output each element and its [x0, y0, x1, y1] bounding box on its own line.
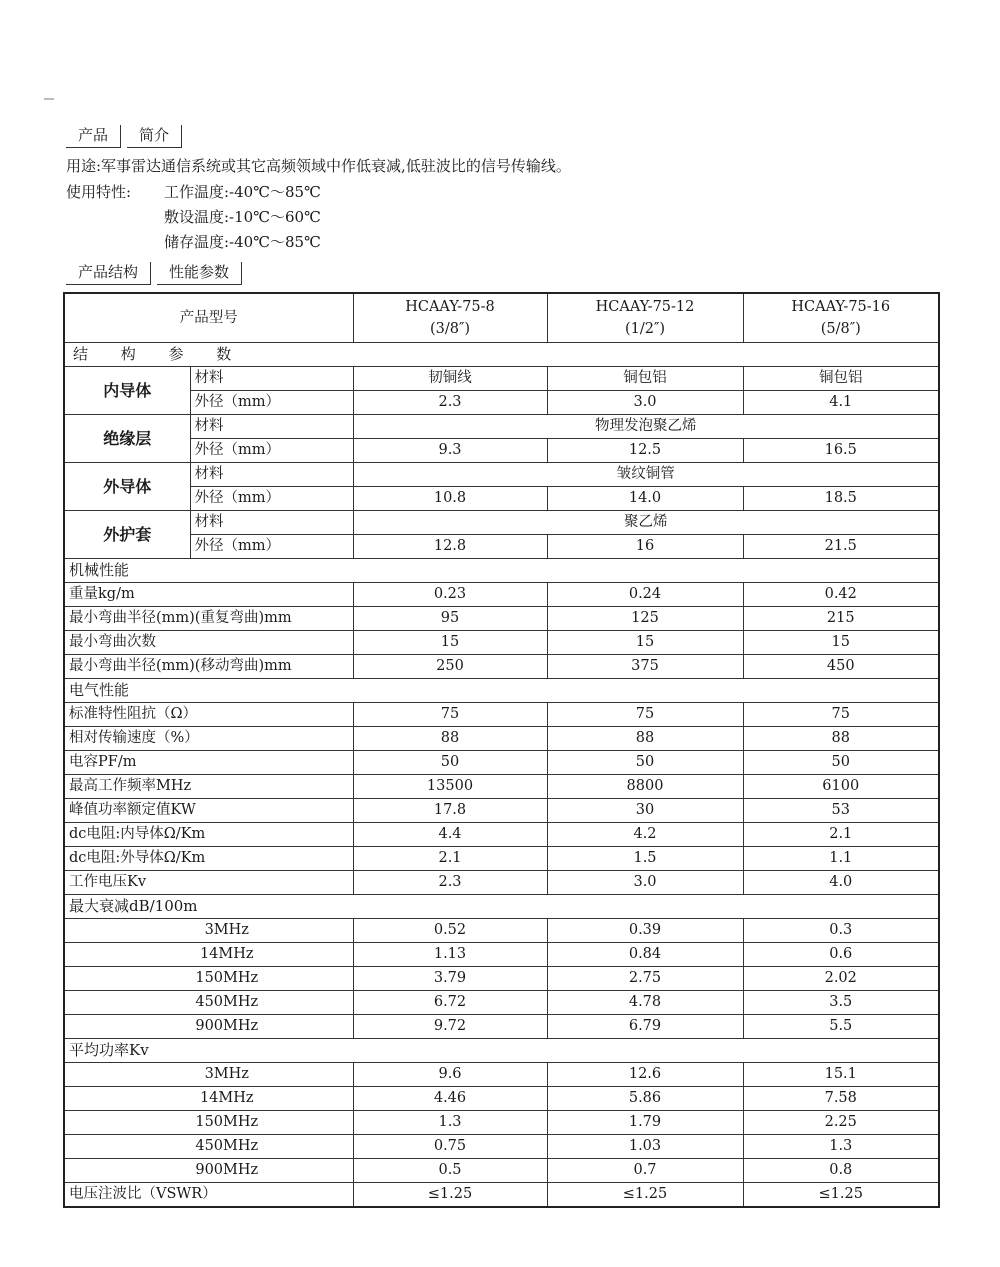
table-row — [64, 463, 939, 487]
cell: 75 — [547, 703, 743, 727]
cell: 375 — [547, 655, 743, 679]
diameter-label: 外径（mm） — [190, 391, 353, 415]
section-title: 最大衰减dB/100m — [64, 895, 939, 919]
row-label: 电容PF/m — [64, 751, 353, 775]
cell: 1.1 — [743, 847, 939, 871]
row-label: 450MHz — [64, 991, 353, 1015]
cell: 18.5 — [743, 487, 939, 511]
cell: 15 — [353, 631, 547, 655]
cell: 1.79 — [547, 1111, 743, 1135]
cell: 215 — [743, 607, 939, 631]
row-label: 最高工作频率MHz — [64, 775, 353, 799]
table-row — [64, 967, 939, 991]
intro-tab-bar — [66, 124, 188, 148]
group-label: 外护套 — [64, 511, 190, 559]
table-row — [64, 943, 939, 967]
cell: 1.3 — [353, 1111, 547, 1135]
cell: 1.5 — [547, 847, 743, 871]
laying-temp: 敷设温度:-10℃～60℃ — [164, 208, 321, 226]
row-label: dc电阻:内导体Ω/Km — [64, 823, 353, 847]
table-row — [64, 1087, 939, 1111]
cell: 0.5 — [353, 1159, 547, 1183]
working-temp-line — [66, 180, 321, 205]
cell: 5.86 — [547, 1087, 743, 1111]
cell: 12.8 — [353, 535, 547, 559]
section-row — [64, 679, 939, 703]
tab-product: 产品 — [66, 125, 121, 148]
row-label: 峰值功率额定值KW — [64, 799, 353, 823]
cell: 0.75 — [353, 1135, 547, 1159]
cell: 21.5 — [743, 535, 939, 559]
row-label: 900MHz — [64, 1159, 353, 1183]
cell: 3.0 — [547, 391, 743, 415]
cell: 53 — [743, 799, 939, 823]
cell: 15 — [547, 631, 743, 655]
model-label: 产品型号 — [64, 293, 353, 343]
cell: 3.79 — [353, 967, 547, 991]
table-row — [64, 1159, 939, 1183]
section-row — [64, 559, 939, 583]
row-label: 450MHz — [64, 1135, 353, 1159]
model-header: HCAAY-75-12 (1/2″) — [547, 293, 743, 343]
row-label: 150MHz — [64, 967, 353, 991]
cell: 88 — [353, 727, 547, 751]
cell: 4.1 — [743, 391, 939, 415]
tab-structure: 产品结构 — [66, 262, 151, 285]
section-row — [64, 1039, 939, 1063]
cell: 铜包铝 — [743, 367, 939, 391]
spec-tab-bar — [66, 261, 248, 285]
tab-intro: 简介 — [127, 125, 182, 148]
cell: 物理发泡聚乙烯 — [353, 415, 939, 439]
section-title: 机械性能 — [64, 559, 939, 583]
section-title: 电气性能 — [64, 679, 939, 703]
cell: 0.42 — [743, 583, 939, 607]
cell: 6.79 — [547, 1015, 743, 1039]
cell: 1.13 — [353, 943, 547, 967]
group-label: 绝缘层 — [64, 415, 190, 463]
table-row — [64, 703, 939, 727]
cell: 12.5 — [547, 439, 743, 463]
row-label: 最小弯曲次数 — [64, 631, 353, 655]
spec-table — [63, 292, 940, 1208]
table-row — [64, 367, 939, 391]
cell: 50 — [547, 751, 743, 775]
cell: 15.1 — [743, 1063, 939, 1087]
group-label: 外导体 — [64, 463, 190, 511]
row-label: dc电阻:外导体Ω/Km — [64, 847, 353, 871]
row-label: 最小弯曲半径(mm)(移动弯曲)mm — [64, 655, 353, 679]
row-label: 标准特性阻抗（Ω） — [64, 703, 353, 727]
table-row — [64, 727, 939, 751]
cell: 铜包铝 — [547, 367, 743, 391]
table-row — [64, 1183, 939, 1208]
model-header: HCAAY-75-8 (3/8″) — [353, 293, 547, 343]
cell: 2.3 — [353, 871, 547, 895]
table-row — [64, 1111, 939, 1135]
cell: 6100 — [743, 775, 939, 799]
working-temp: 工作温度:-40℃～85℃ — [164, 183, 321, 201]
cell: 0.23 — [353, 583, 547, 607]
table-row — [64, 439, 939, 463]
row-label: 重量kg/m — [64, 583, 353, 607]
table-row — [64, 799, 939, 823]
row-label: 900MHz — [64, 1015, 353, 1039]
table-row — [64, 751, 939, 775]
diameter-label: 外径（mm） — [190, 439, 353, 463]
table-row — [64, 511, 939, 535]
material-label: 材料 — [190, 367, 353, 391]
cell: 450 — [743, 655, 939, 679]
cell: ≤1.25 — [353, 1183, 547, 1208]
cell: 88 — [547, 727, 743, 751]
material-label: 材料 — [190, 511, 353, 535]
scan-mark — [44, 98, 54, 100]
table-row — [64, 583, 939, 607]
cell: 1.3 — [743, 1135, 939, 1159]
cell: 韧铜线 — [353, 367, 547, 391]
table-row — [64, 655, 939, 679]
section-row — [64, 343, 939, 367]
section-row — [64, 895, 939, 919]
cell: ≤1.25 — [743, 1183, 939, 1208]
cell: 4.0 — [743, 871, 939, 895]
cell: 2.1 — [743, 823, 939, 847]
diameter-label: 外径（mm） — [190, 487, 353, 511]
table-row — [64, 535, 939, 559]
table-row — [64, 919, 939, 943]
cell: 2.75 — [547, 967, 743, 991]
cell: 0.8 — [743, 1159, 939, 1183]
row-label: 3MHz — [64, 919, 353, 943]
row-label: 工作电压Kv — [64, 871, 353, 895]
group-label: 内导体 — [64, 367, 190, 415]
table-row — [64, 1063, 939, 1087]
cell: 0.52 — [353, 919, 547, 943]
cell: 12.6 — [547, 1063, 743, 1087]
table-row — [64, 631, 939, 655]
cell: 2.02 — [743, 967, 939, 991]
cell: 0.3 — [743, 919, 939, 943]
cell: 9.3 — [353, 439, 547, 463]
cell: 9.6 — [353, 1063, 547, 1087]
cell: 250 — [353, 655, 547, 679]
cell: 30 — [547, 799, 743, 823]
row-label: 最小弯曲半径(mm)(重复弯曲)mm — [64, 607, 353, 631]
table-row — [64, 415, 939, 439]
cell: 8800 — [547, 775, 743, 799]
row-label: 14MHz — [64, 1087, 353, 1111]
row-label: 电压注波比（VSWR） — [64, 1183, 353, 1208]
cell: 50 — [353, 751, 547, 775]
cell: 9.72 — [353, 1015, 547, 1039]
table-row — [64, 991, 939, 1015]
cell: 1.03 — [547, 1135, 743, 1159]
header-row — [64, 293, 939, 343]
cell: 50 — [743, 751, 939, 775]
cell: 75 — [353, 703, 547, 727]
cell: 0.39 — [547, 919, 743, 943]
row-label: 14MHz — [64, 943, 353, 967]
cell: 95 — [353, 607, 547, 631]
cell: 0.84 — [547, 943, 743, 967]
material-label: 材料 — [190, 415, 353, 439]
tab-parameters: 性能参数 — [157, 262, 242, 285]
section-title: 平均功率Kv — [64, 1039, 939, 1063]
cell: 10.8 — [353, 487, 547, 511]
cell: 16.5 — [743, 439, 939, 463]
cell: 4.4 — [353, 823, 547, 847]
row-label: 3MHz — [64, 1063, 353, 1087]
cell: 125 — [547, 607, 743, 631]
table-row — [64, 487, 939, 511]
diameter-label: 外径（mm） — [190, 535, 353, 559]
cell: 0.7 — [547, 1159, 743, 1183]
cell: 0.6 — [743, 943, 939, 967]
cell: 75 — [743, 703, 939, 727]
table-row — [64, 1015, 939, 1039]
cell: 6.72 — [353, 991, 547, 1015]
table-row — [64, 1135, 939, 1159]
cell: 0.24 — [547, 583, 743, 607]
cell: 3.0 — [547, 871, 743, 895]
cell: 14.0 — [547, 487, 743, 511]
cell: 2.3 — [353, 391, 547, 415]
cell: 13500 — [353, 775, 547, 799]
cell: 4.46 — [353, 1087, 547, 1111]
cell: 5.5 — [743, 1015, 939, 1039]
table-row — [64, 823, 939, 847]
cell: 4.2 — [547, 823, 743, 847]
table-row — [64, 391, 939, 415]
cell: 2.25 — [743, 1111, 939, 1135]
storage-temp: 储存温度:-40℃～85℃ — [164, 233, 321, 251]
cell: 4.78 — [547, 991, 743, 1015]
characteristics-label: 使用特性: — [66, 183, 132, 201]
table-row — [64, 871, 939, 895]
cell: 2.1 — [353, 847, 547, 871]
structure-title: 结 构 参 数 — [64, 343, 939, 367]
cell: 16 — [547, 535, 743, 559]
table-row — [64, 847, 939, 871]
table-row — [64, 607, 939, 631]
usage-text: 用途:军事雷达通信系统或其它高频领域中作低衰减,低驻波比的信号传输线。 — [66, 157, 571, 175]
cell: 15 — [743, 631, 939, 655]
model-header: HCAAY-75-16 (5/8″) — [743, 293, 939, 343]
table-row — [64, 775, 939, 799]
cell: 88 — [743, 727, 939, 751]
cell: 聚乙烯 — [353, 511, 939, 535]
cell: ≤1.25 — [547, 1183, 743, 1208]
material-label: 材料 — [190, 463, 353, 487]
row-label: 150MHz — [64, 1111, 353, 1135]
row-label: 相对传输速度（%） — [64, 727, 353, 751]
cell: 17.8 — [353, 799, 547, 823]
cell: 7.58 — [743, 1087, 939, 1111]
cell: 3.5 — [743, 991, 939, 1015]
cell: 皱纹铜管 — [353, 463, 939, 487]
